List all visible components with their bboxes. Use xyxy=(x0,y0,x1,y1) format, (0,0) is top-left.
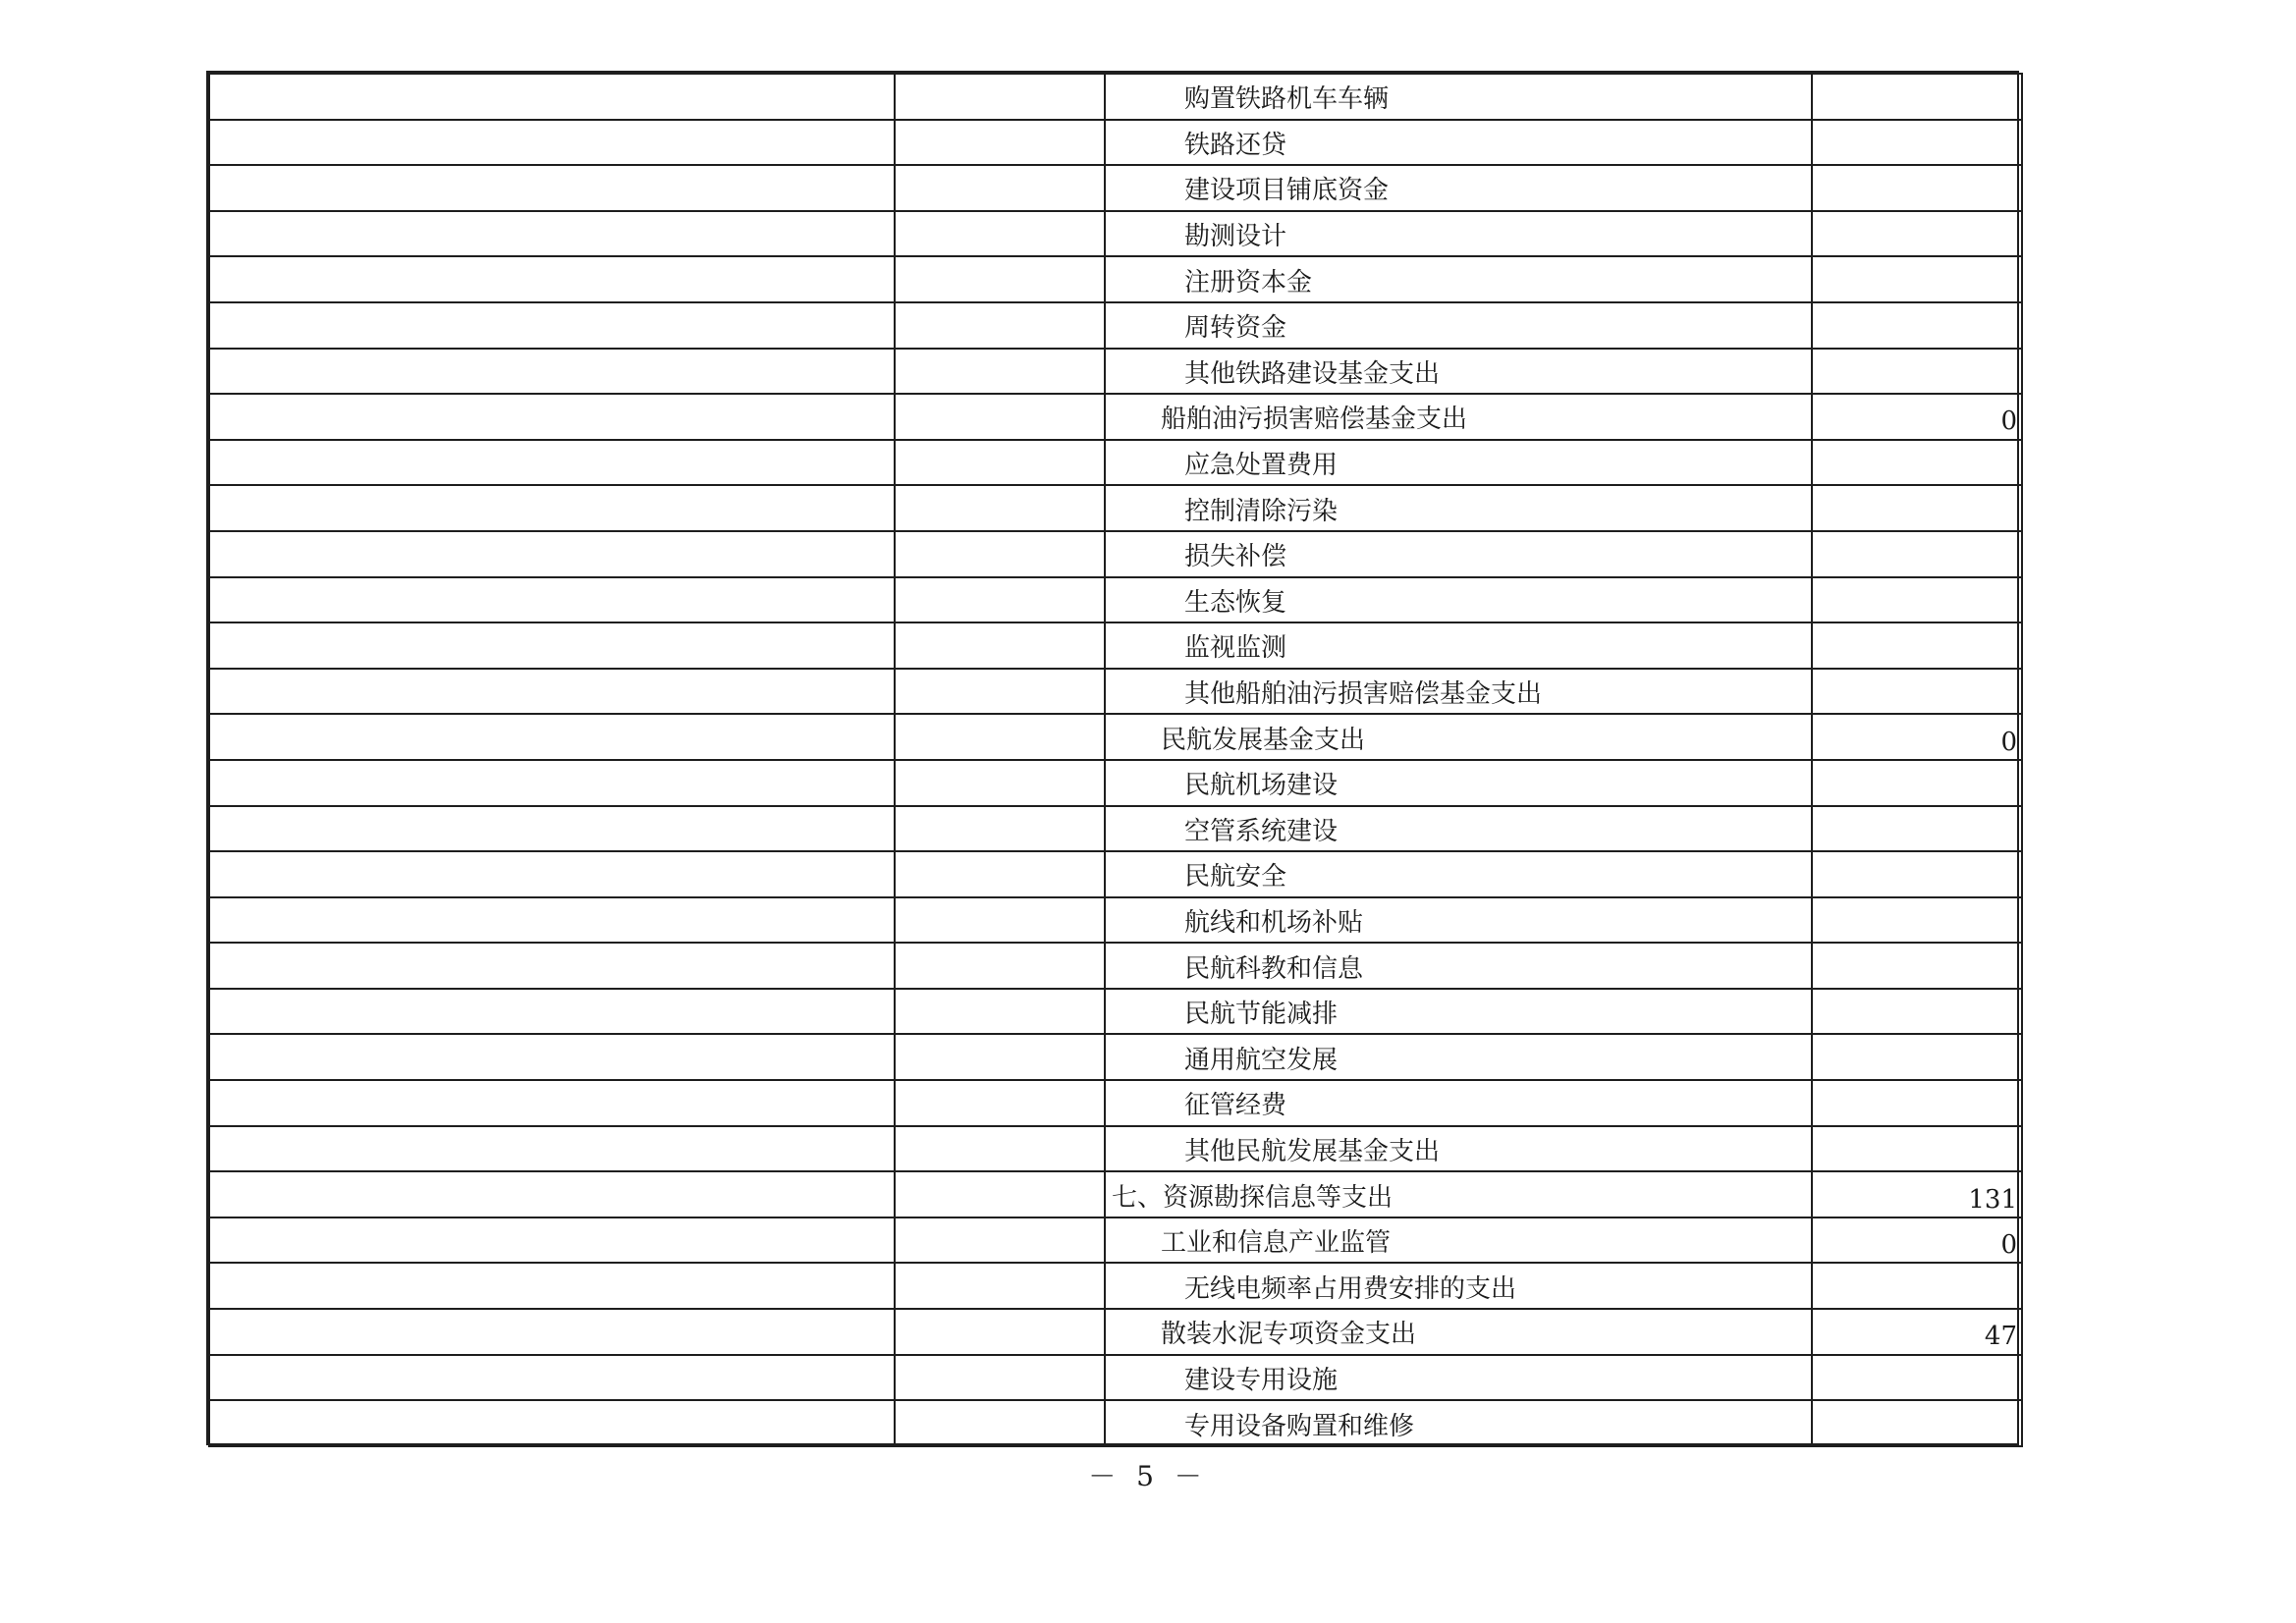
income-amount-cell xyxy=(895,349,1105,395)
expenditure-amount-cell xyxy=(1812,806,2022,852)
table-row xyxy=(209,1355,2022,1401)
income-item-cell xyxy=(209,485,895,531)
expenditure-amount-cell xyxy=(1812,211,2022,257)
income-amount-cell xyxy=(895,806,1105,852)
income-amount-cell xyxy=(895,74,1105,120)
income-amount-cell xyxy=(895,897,1105,944)
income-item-cell xyxy=(209,120,895,166)
expenditure-amount-cell xyxy=(1812,485,2022,531)
expenditure-item-cell: 专用设备购置和维修 xyxy=(1105,1400,1812,1446)
income-item-cell xyxy=(209,1217,895,1264)
income-item-cell xyxy=(209,943,895,989)
income-amount-cell xyxy=(895,211,1105,257)
income-item-cell xyxy=(209,714,895,760)
table-row xyxy=(209,1217,2022,1264)
income-amount-cell xyxy=(895,1217,1105,1264)
income-item-cell xyxy=(209,74,895,120)
income-item-cell xyxy=(209,165,895,211)
income-amount-cell xyxy=(895,577,1105,623)
income-amount-cell xyxy=(895,1400,1105,1446)
expenditure-amount-cell xyxy=(1812,622,2022,669)
income-amount-cell xyxy=(895,120,1105,166)
income-item-cell xyxy=(209,989,895,1035)
income-item-cell xyxy=(209,1171,895,1217)
expenditure-item-cell: 船舶油污损害赔偿基金支出 xyxy=(1105,394,1812,440)
income-item-cell xyxy=(209,302,895,349)
expenditure-item-cell: 民航节能减排 xyxy=(1105,989,1812,1035)
income-amount-cell xyxy=(895,851,1105,897)
expenditure-amount-cell xyxy=(1812,1034,2022,1080)
income-amount-cell xyxy=(895,760,1105,806)
income-amount-cell xyxy=(895,1034,1105,1080)
table-row xyxy=(209,989,2022,1035)
budget-table-body xyxy=(209,74,2022,1446)
expenditure-item-cell: 通用航空发展 xyxy=(1105,1034,1812,1080)
expenditure-item-cell: 民航发展基金支出 xyxy=(1105,714,1812,760)
income-amount-cell xyxy=(895,1309,1105,1355)
income-amount-cell xyxy=(895,1080,1105,1126)
income-item-cell xyxy=(209,1034,895,1080)
expenditure-item-cell: 无线电频率占用费安排的支出 xyxy=(1105,1263,1812,1309)
table-row xyxy=(209,669,2022,715)
expenditure-amount-cell: 131 xyxy=(1812,1171,2022,1217)
expenditure-amount-cell xyxy=(1812,349,2022,395)
expenditure-amount-cell xyxy=(1812,1355,2022,1401)
income-item-cell xyxy=(209,394,895,440)
income-amount-cell xyxy=(895,622,1105,669)
income-item-cell xyxy=(209,1080,895,1126)
income-item-cell xyxy=(209,440,895,486)
income-item-cell xyxy=(209,806,895,852)
expenditure-item-cell: 生态恢复 xyxy=(1105,577,1812,623)
table-row xyxy=(209,577,2022,623)
expenditure-amount-cell xyxy=(1812,897,2022,944)
expenditure-amount-cell xyxy=(1812,989,2022,1035)
expenditure-amount-cell: 0 xyxy=(1812,714,2022,760)
income-amount-cell xyxy=(895,440,1105,486)
income-amount-cell xyxy=(895,485,1105,531)
table-row xyxy=(209,1400,2022,1446)
expenditure-item-cell: 注册资本金 xyxy=(1105,256,1812,302)
expenditure-amount-cell: 0 xyxy=(1812,1217,2022,1264)
expenditure-item-cell: 其他民航发展基金支出 xyxy=(1105,1126,1812,1172)
table-row xyxy=(209,1080,2022,1126)
income-item-cell xyxy=(209,349,895,395)
expenditure-item-cell: 征管经费 xyxy=(1105,1080,1812,1126)
expenditure-item-cell: 工业和信息产业监管 xyxy=(1105,1217,1812,1264)
income-amount-cell xyxy=(895,989,1105,1035)
table-row xyxy=(209,120,2022,166)
table-row xyxy=(209,256,2022,302)
table-row xyxy=(209,349,2022,395)
table-row xyxy=(209,1309,2022,1355)
expenditure-item-cell: 其他船舶油污损害赔偿基金支出 xyxy=(1105,669,1812,715)
income-amount-cell xyxy=(895,394,1105,440)
income-amount-cell xyxy=(895,943,1105,989)
expenditure-item-cell: 散装水泥专项资金支出 xyxy=(1105,1309,1812,1355)
income-item-cell xyxy=(209,531,895,577)
income-item-cell xyxy=(209,622,895,669)
expenditure-amount-cell xyxy=(1812,531,2022,577)
table-row xyxy=(209,394,2022,440)
expenditure-item-cell: 铁路还贷 xyxy=(1105,120,1812,166)
expenditure-item-cell: 购置铁路机车车辆 xyxy=(1105,74,1812,120)
table-row xyxy=(209,1171,2022,1217)
table-row xyxy=(209,74,2022,120)
expenditure-amount-cell xyxy=(1812,74,2022,120)
expenditure-item-cell: 监视监测 xyxy=(1105,622,1812,669)
page-number: － 5 － xyxy=(1088,1460,1208,1492)
budget-table-frame xyxy=(206,71,2019,1445)
table-row xyxy=(209,211,2022,257)
expenditure-item-cell: 民航科教和信息 xyxy=(1105,943,1812,989)
table-row xyxy=(209,851,2022,897)
expenditure-amount-cell xyxy=(1812,440,2022,486)
table-row xyxy=(209,806,2022,852)
expenditure-item-cell: 建设专用设施 xyxy=(1105,1355,1812,1401)
table-row xyxy=(209,897,2022,944)
table-row xyxy=(209,1034,2022,1080)
income-amount-cell xyxy=(895,1126,1105,1172)
expenditure-item-cell: 其他铁路建设基金支出 xyxy=(1105,349,1812,395)
expenditure-amount-cell xyxy=(1812,1400,2022,1446)
expenditure-amount-cell xyxy=(1812,165,2022,211)
expenditure-amount-cell xyxy=(1812,120,2022,166)
income-amount-cell xyxy=(895,165,1105,211)
table-row xyxy=(209,622,2022,669)
expenditure-item-cell: 勘测设计 xyxy=(1105,211,1812,257)
income-amount-cell xyxy=(895,1263,1105,1309)
expenditure-item-cell: 控制清除污染 xyxy=(1105,485,1812,531)
table-row xyxy=(209,1126,2022,1172)
expenditure-item-cell: 损失补偿 xyxy=(1105,531,1812,577)
income-amount-cell xyxy=(895,531,1105,577)
table-row xyxy=(209,714,2022,760)
expenditure-item-cell: 七、资源勘探信息等支出 xyxy=(1105,1171,1812,1217)
table-row xyxy=(209,440,2022,486)
expenditure-amount-cell xyxy=(1812,1126,2022,1172)
expenditure-item-cell: 建设项目铺底资金 xyxy=(1105,165,1812,211)
expenditure-amount-cell: 47 xyxy=(1812,1309,2022,1355)
expenditure-item-cell: 民航安全 xyxy=(1105,851,1812,897)
expenditure-amount-cell xyxy=(1812,1263,2022,1309)
expenditure-amount-cell xyxy=(1812,760,2022,806)
income-item-cell xyxy=(209,851,895,897)
income-item-cell xyxy=(209,1355,895,1401)
expenditure-item-cell: 应急处置费用 xyxy=(1105,440,1812,486)
table-row xyxy=(209,165,2022,211)
expenditure-amount-cell xyxy=(1812,256,2022,302)
expenditure-amount-cell xyxy=(1812,577,2022,623)
income-amount-cell xyxy=(895,714,1105,760)
income-item-cell xyxy=(209,1400,895,1446)
table-row xyxy=(209,760,2022,806)
income-amount-cell xyxy=(895,669,1105,715)
expenditure-amount-cell: 0 xyxy=(1812,394,2022,440)
table-row xyxy=(209,531,2022,577)
income-item-cell xyxy=(209,1309,895,1355)
expenditure-amount-cell xyxy=(1812,851,2022,897)
expenditure-amount-cell xyxy=(1812,669,2022,715)
expenditure-item-cell: 民航机场建设 xyxy=(1105,760,1812,806)
income-item-cell xyxy=(209,1126,895,1172)
budget-table xyxy=(208,73,2023,1447)
income-item-cell xyxy=(209,760,895,806)
income-amount-cell xyxy=(895,1355,1105,1401)
income-item-cell xyxy=(209,1263,895,1309)
table-row xyxy=(209,485,2022,531)
income-item-cell xyxy=(209,897,895,944)
expenditure-item-cell: 航线和机场补贴 xyxy=(1105,897,1812,944)
expenditure-amount-cell xyxy=(1812,302,2022,349)
table-row xyxy=(209,302,2022,349)
income-item-cell xyxy=(209,577,895,623)
expenditure-item-cell: 空管系统建设 xyxy=(1105,806,1812,852)
expenditure-amount-cell xyxy=(1812,1080,2022,1126)
income-item-cell xyxy=(209,256,895,302)
table-row xyxy=(209,943,2022,989)
expenditure-amount-cell xyxy=(1812,943,2022,989)
expenditure-item-cell: 周转资金 xyxy=(1105,302,1812,349)
income-amount-cell xyxy=(895,302,1105,349)
income-item-cell xyxy=(209,669,895,715)
income-amount-cell xyxy=(895,256,1105,302)
income-item-cell xyxy=(209,211,895,257)
table-row xyxy=(209,1263,2022,1309)
income-amount-cell xyxy=(895,1171,1105,1217)
